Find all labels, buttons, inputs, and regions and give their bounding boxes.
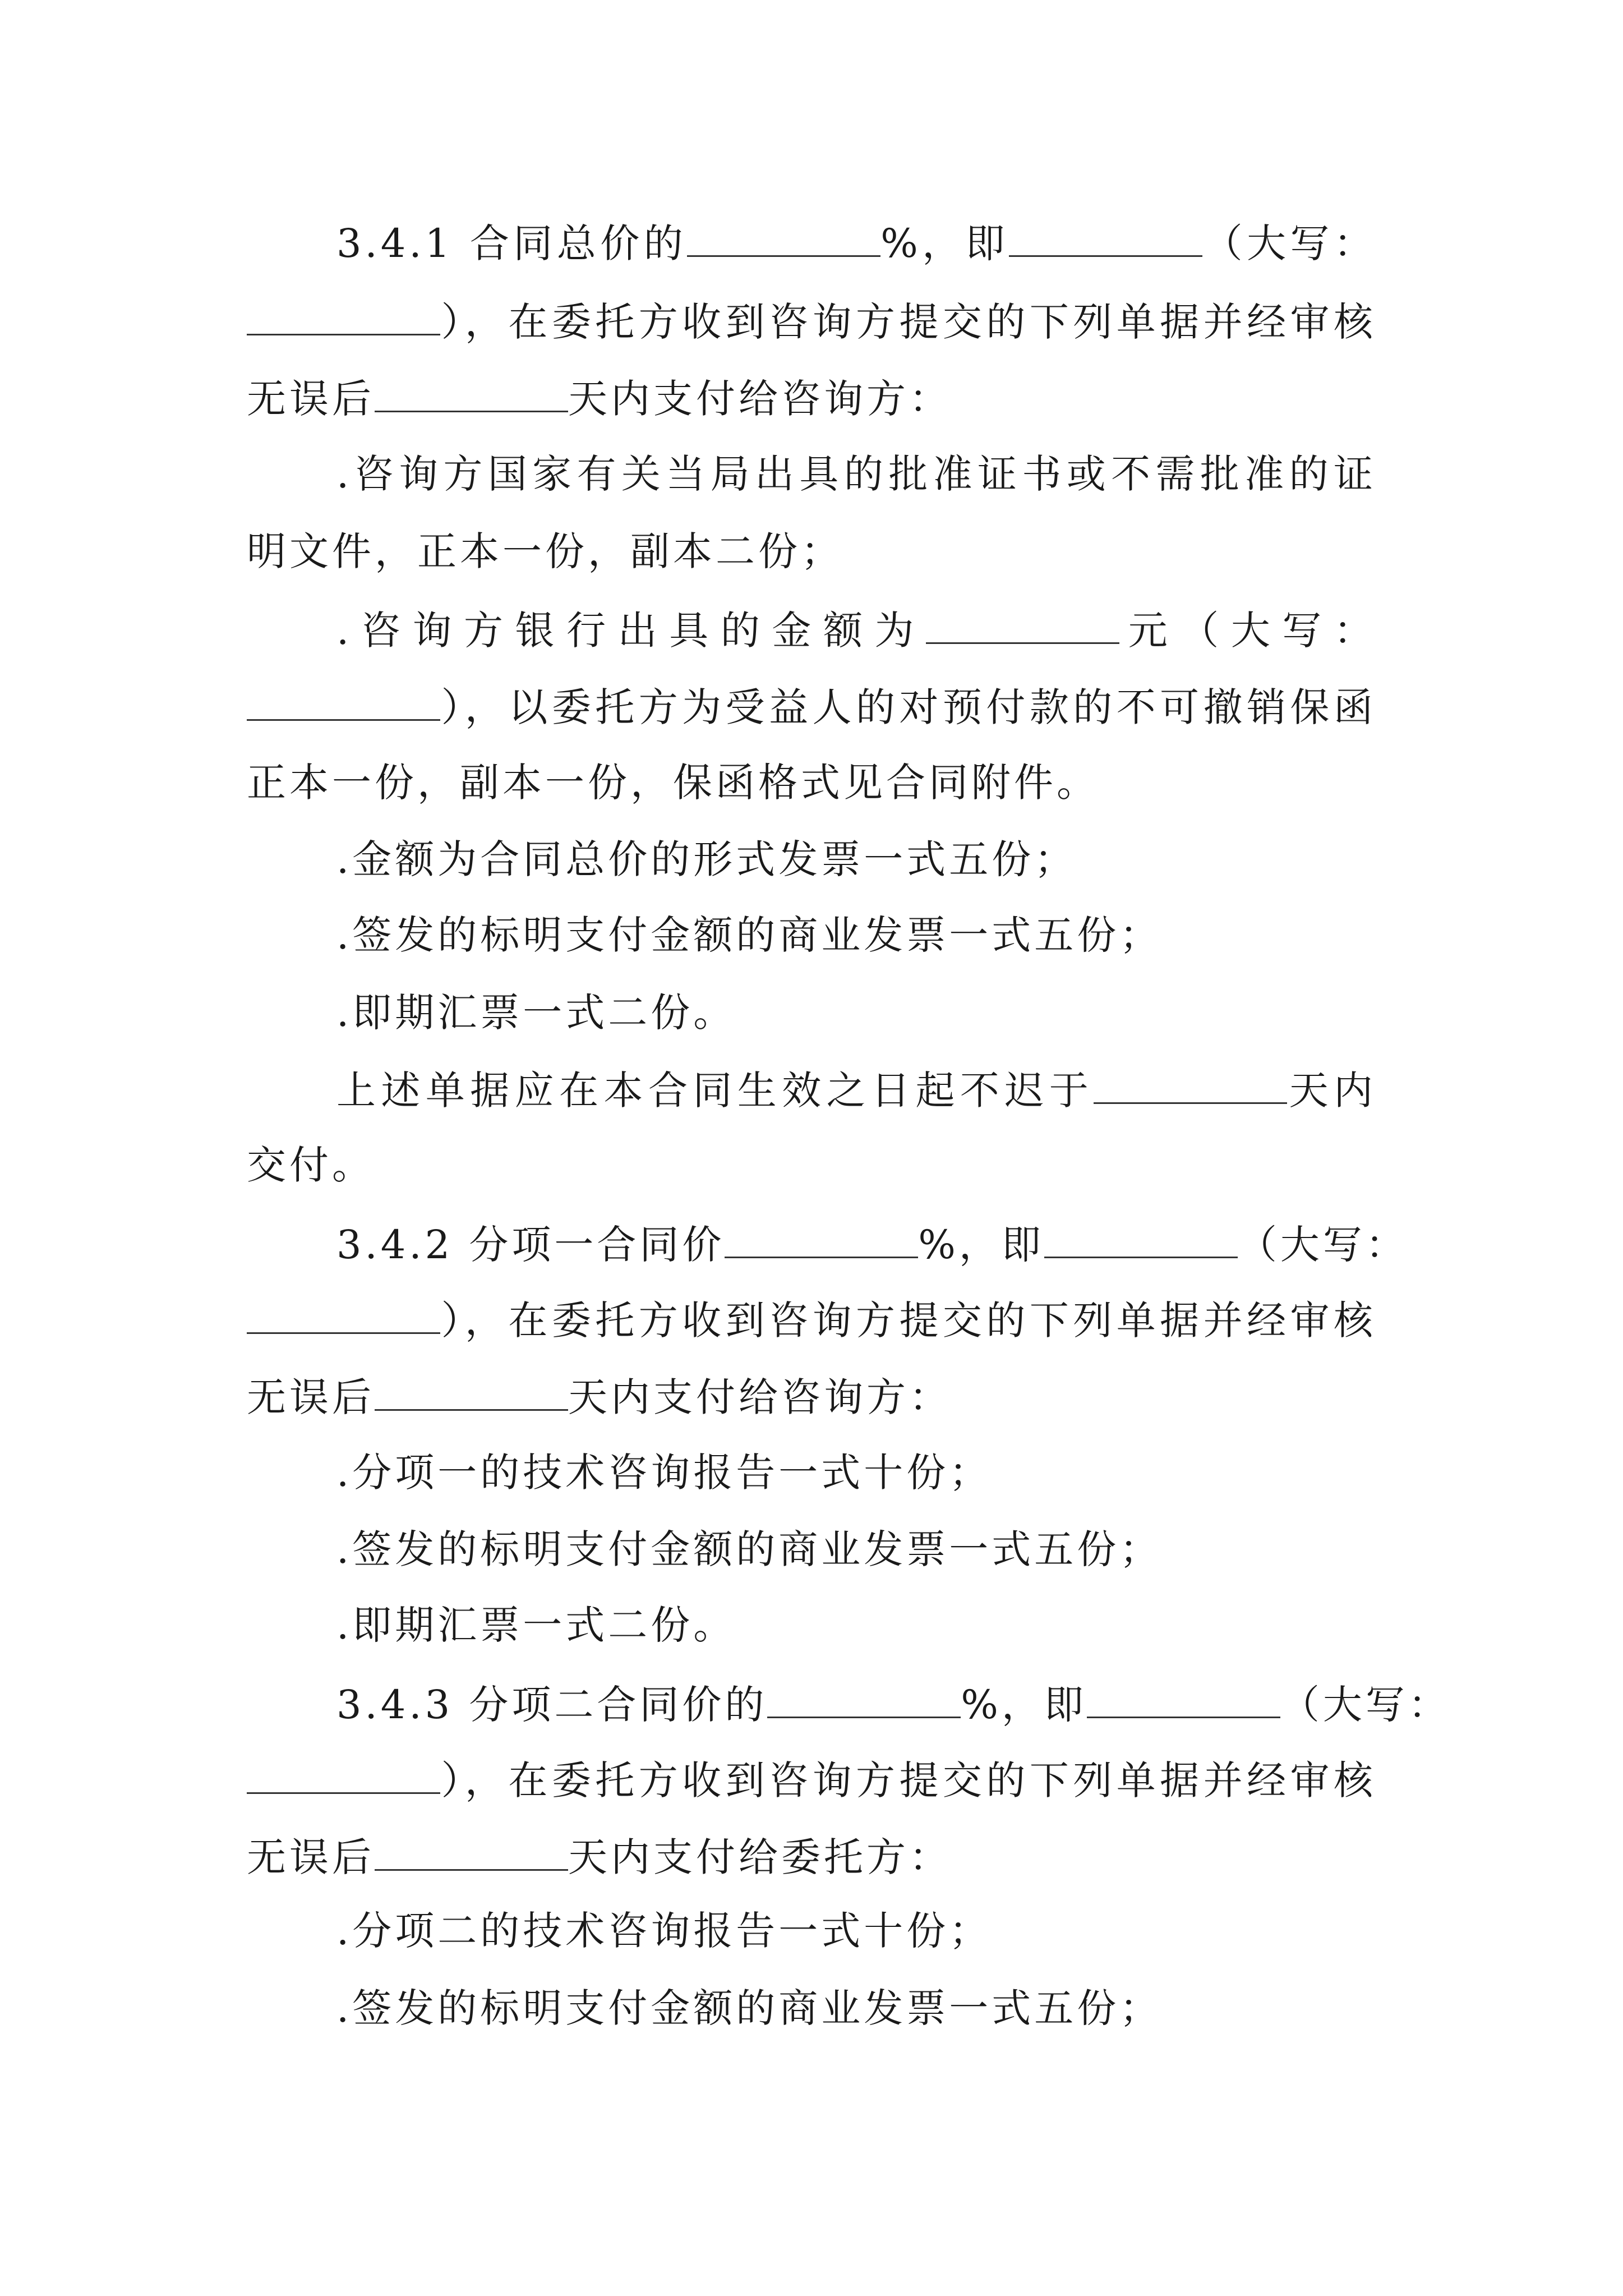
- blank-field[interactable]: [725, 1217, 918, 1258]
- text: ），在委托方收到咨询方提交的下列单据并经审核: [440, 1757, 1376, 1803]
- list-item: [336, 987, 1376, 1038]
- blank-field[interactable]: [1044, 1217, 1238, 1258]
- clause-line: [247, 1370, 1376, 1423]
- text: .签发的标明支付金额的商业发票一式五份；: [336, 912, 1163, 958]
- text: .分项一的技术咨询报告一式十份；: [336, 1450, 992, 1496]
- clause-3-4-3-heading: [336, 1677, 1451, 1730]
- text: 天内支付给咨询方：: [568, 376, 952, 422]
- clause-line: [247, 1753, 1376, 1806]
- text: %，即: [961, 1682, 1087, 1728]
- text: .金额为合同总价的形式发票一式五份；: [336, 836, 1077, 882]
- blank-field[interactable]: [375, 1370, 568, 1411]
- text: 明文件，正本一份，副本二份；: [247, 528, 843, 574]
- list-item: [336, 1447, 1376, 1498]
- text: .咨询方银行出具的金额为: [336, 608, 926, 654]
- blank-field[interactable]: [926, 603, 1119, 644]
- blank-field[interactable]: [687, 216, 880, 257]
- text: 天内支付给委托方：: [568, 1834, 952, 1880]
- blank-field[interactable]: [375, 371, 568, 412]
- text: 上述单据应在本合同生效之日起不迟于: [336, 1068, 1094, 1114]
- blank-field[interactable]: [1094, 1063, 1287, 1104]
- text: 天内: [1287, 1068, 1377, 1114]
- blank-field[interactable]: [767, 1677, 961, 1718]
- list-item: [336, 1600, 1376, 1650]
- text: %，即: [918, 1222, 1044, 1268]
- list-item: [336, 910, 1376, 960]
- clause-paragraph-continuation: [247, 1140, 1376, 1190]
- text: 3.4.3 分项二合同价的: [336, 1682, 768, 1728]
- clause-paragraph: [336, 1063, 1376, 1116]
- text: （大写：: [1237, 1222, 1408, 1268]
- blank-field[interactable]: [247, 295, 440, 335]
- clause-line: [247, 371, 1376, 424]
- clause-line: [247, 295, 1376, 347]
- list-item: [336, 1983, 1376, 2033]
- text: ），在委托方收到咨询方提交的下列单据并经审核: [440, 1297, 1376, 1343]
- list-item: [336, 449, 1376, 499]
- list-item-continuation: [247, 680, 1376, 733]
- text: （大写：: [1280, 1682, 1451, 1728]
- text: .即期汇票一式二份。: [336, 990, 736, 1036]
- list-item: [336, 1524, 1376, 1575]
- clause-line: [247, 1830, 1376, 1883]
- list-item: [336, 603, 1376, 656]
- text: ），在委托方收到咨询方提交的下列单据并经审核: [440, 299, 1376, 345]
- text: 无误后: [247, 1834, 375, 1880]
- text: （大写：: [1202, 220, 1377, 266]
- text: .分项二的技术咨询报告一式十份；: [336, 1908, 992, 1954]
- clause-line: [247, 1293, 1376, 1346]
- blank-field[interactable]: [1009, 216, 1202, 257]
- text: .签发的标明支付金额的商业发票一式五份；: [336, 1526, 1163, 1572]
- text: .即期汇票一式二份。: [336, 1602, 736, 1648]
- text: 无误后: [247, 1374, 375, 1420]
- clause-3-4-2-heading: [336, 1217, 1408, 1270]
- text: 元（大写：: [1119, 608, 1376, 654]
- blank-field[interactable]: [375, 1830, 568, 1871]
- blank-field[interactable]: [247, 1753, 440, 1794]
- text: 天内支付给咨询方：: [568, 1374, 952, 1420]
- blank-field[interactable]: [247, 680, 440, 721]
- list-item: [336, 834, 1376, 885]
- text: 无误后: [247, 376, 375, 422]
- text: 交付。: [247, 1142, 375, 1188]
- text: 3.4.2 分项一合同价: [336, 1222, 725, 1268]
- list-item-continuation: [247, 526, 1376, 577]
- text: 正本一份，副本一份，保函格式见合同附件。: [247, 760, 1099, 806]
- text: .咨询方国家有关当局出具的批准证书或不需批准的证: [336, 451, 1376, 497]
- list-item-continuation: [247, 757, 1376, 808]
- blank-field[interactable]: [247, 1293, 440, 1334]
- text: ），以委托方为受益人的对预付款的不可撤销保函: [440, 684, 1376, 730]
- list-item: [336, 1906, 1376, 1956]
- text: 3.4.1 合同总价的: [336, 220, 688, 266]
- clause-3-4-1-heading: [336, 216, 1376, 269]
- blank-field[interactable]: [1087, 1677, 1280, 1718]
- text: .签发的标明支付金额的商业发票一式五份；: [336, 1985, 1163, 2031]
- text: %，即: [880, 220, 1009, 266]
